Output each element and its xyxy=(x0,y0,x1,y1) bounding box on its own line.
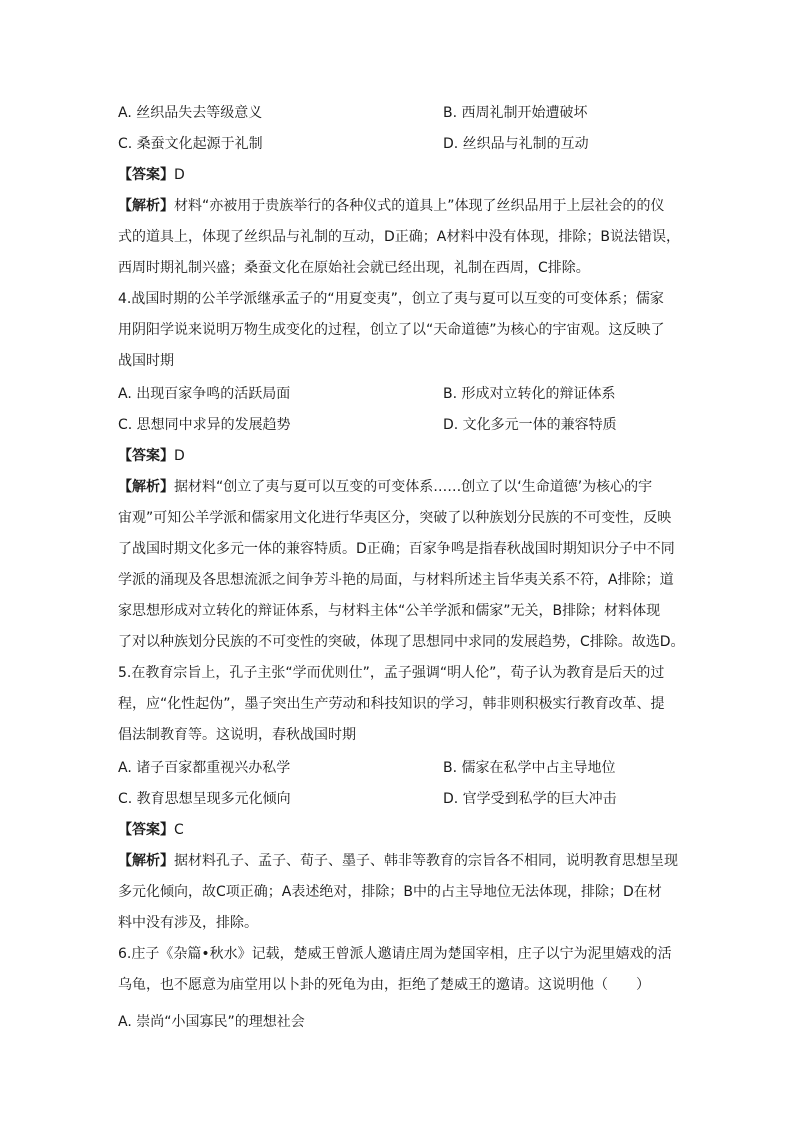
q3-option-d[interactable]: D. 丝织品与礼制的互动 xyxy=(443,136,589,152)
q4-analysis-line-2: 宙观”可知公羊学派和儒家用文化进行华夷区分，突破了以种族划分民族的不可变性，反映 xyxy=(118,510,672,526)
q6-stem-line-2: 乌龟，也不愿意为庙堂用以卜卦的死龟为由，拒绝了楚威王的邀请。这说明他（ ） xyxy=(118,977,650,993)
q3-analysis-line-2: 式的道具上，体现了丝织品与礼制的互动，D正确；A材料中没有体现，排除；B说法错误， xyxy=(118,229,680,245)
q6-stem-line-1: 6.庄子《杂篇•秋水》记载，楚威王曾派人邀请庄周为楚国宰相，庄子以宁为泥里嬉戏的活 xyxy=(118,946,672,962)
q5-option-c[interactable]: C. 教育思想呈现多元化倾向 xyxy=(118,791,291,807)
answer-value: C xyxy=(174,822,184,838)
analysis-label: 【解析】 xyxy=(118,479,174,495)
q4-analysis-line-1: 【解析】据材料“创立了夷与夏可以互变的可变体系……创立了以‘生命道德’为核心的宇 xyxy=(118,479,653,495)
analysis-label: 【解析】 xyxy=(118,853,174,869)
q6-option-a[interactable]: A. 崇尚“小国寡民”的理想社会 xyxy=(118,1014,305,1030)
q3-option-c[interactable]: C. 桑蚕文化起源于礼制 xyxy=(118,136,263,152)
q4-stem-line-1: 4.战国时期的公羊学派继承孟子的“用夏变夷”，创立了夷与夏可以互变的可变体系；儒家 xyxy=(118,291,664,307)
q3-answer xyxy=(118,166,185,184)
answer-label: 【答案】 xyxy=(118,167,174,183)
q5-option-a[interactable]: A. 诸子百家都重视兴办私学 xyxy=(118,760,291,776)
q4-analysis-line-6: 了对以种族划分民族的不可变性的突破，体现了思想同中求同的发展趋势，C排除。故选D。 xyxy=(118,634,685,650)
q4-analysis-line-5: 家思想形成对立转化的辩证体系，与材料主体“公羊学派和儒家”无关，B排除；材料体现 xyxy=(118,603,661,619)
q3-option-a[interactable]: A. 丝织品失去等级意义 xyxy=(118,105,263,121)
q5-option-d[interactable]: D. 官学受到私学的巨大冲击 xyxy=(443,791,617,807)
analysis-label: 【解析】 xyxy=(118,198,174,214)
q5-option-b[interactable]: B. 儒家在私学中占主导地位 xyxy=(443,760,616,776)
q3-analysis-line-1: 【解析】材料“亦被用于贵族举行的各种仪式的道具上”体现了丝织品用于上层社会的的仪 xyxy=(118,198,665,214)
q4-analysis-line-3: 了战国时期文化多元一体的兼容特质。D正确；百家争鸣是指春秋战国时期知识分子中不同 xyxy=(118,541,675,557)
q4-option-c[interactable]: C. 思想同中求异的发展趋势 xyxy=(118,417,291,433)
q4-stem-line-3: 战国时期 xyxy=(118,353,174,369)
q5-analysis-line-3: 料中没有涉及，排除。 xyxy=(118,915,258,931)
q5-analysis-line-2: 多元化倾向，故C项正确；A表述绝对，排除；B中的占主导地位无法体现，排除；D在材 xyxy=(118,884,662,900)
q4-option-d[interactable]: D. 文化多元一体的兼容特质 xyxy=(443,417,617,433)
answer-value: D xyxy=(174,167,185,183)
answer-value: D xyxy=(174,448,185,464)
q5-stem-line-2: 程，应“化性起伪”，墨子突出生产劳动和科技知识的学习，韩非则积极实行教育改革、提 xyxy=(118,696,665,712)
q4-analysis-line-4: 学派的涌现及各思想流派之间争芳斗艳的局面，与材料所述主旨华夷关系不符，A排除；道 xyxy=(118,572,674,588)
answer-label: 【答案】 xyxy=(118,448,174,464)
answer-label: 【答案】 xyxy=(118,822,174,838)
q5-answer xyxy=(118,821,184,839)
q5-stem-line-1: 5.在教育宗旨上，孔子主张“学而优则仕”，孟子强调“明人伦”，荀子认为教育是后天的过 xyxy=(118,665,665,681)
q4-option-a[interactable]: A. 出现百家争鸣的活跃局面 xyxy=(118,386,291,402)
q4-answer xyxy=(118,447,185,465)
q3-option-b[interactable]: B. 西周礼制开始遭破坏 xyxy=(443,105,588,121)
q3-analysis-line-3: 西周时期礼制兴盛；桑蚕文化在原始社会就已经出现，礼制在西周，C排除。 xyxy=(118,260,590,276)
q5-stem-line-3: 倡法制教育等。这说明，春秋战国时期 xyxy=(118,727,356,743)
q4-option-b[interactable]: B. 形成对立转化的辩证体系 xyxy=(443,386,616,402)
q5-analysis-line-1: 【解析】据材料孔子、孟子、荀子、墨子、韩非等教育的宗旨各不相同，说明教育思想呈现 xyxy=(118,853,678,869)
q4-stem-line-2: 用阴阳学说来说明万物生成变化的过程，创立了以“天命道德”为核心的宇宙观。这反映了 xyxy=(118,322,665,338)
